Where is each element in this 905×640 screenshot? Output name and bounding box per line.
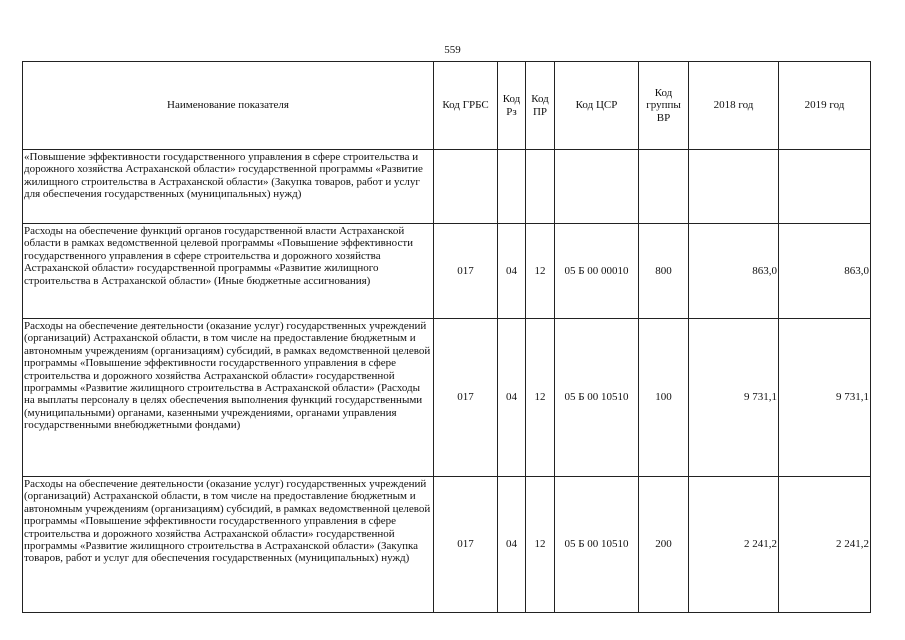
row-2019: 2 241,2 <box>779 477 871 613</box>
row-grbs: 017 <box>434 319 498 477</box>
table-row <box>23 150 871 224</box>
row-2019: 863,0 <box>779 224 871 319</box>
row-vr <box>639 150 689 224</box>
row-2018: 9 731,1 <box>689 319 779 477</box>
row-2018: 2 241,2 <box>689 477 779 613</box>
row-vr: 200 <box>639 477 689 613</box>
row-csr: 05 Б 00 00010 <box>555 224 639 319</box>
row-grbs: 017 <box>434 477 498 613</box>
row-vr: 800 <box>639 224 689 319</box>
row-rz: 04 <box>498 477 526 613</box>
row-2019 <box>779 150 871 224</box>
row-name: Расходы на обеспечение деятельности (оказание услуг) государственных учреждений (организаций) Астраханской области, в том числе на предоставление бюджетным и автономным учреждениям (организациям) субсидий, в рамках ведомственной целевой программы «Повышение эффективности государственного управления в сфере строительства и дорожного хозяйства Астраханской области» государственной программы «Развитие жилищного строительства в Астраханской области» (Закупка товаров, работ и услуг для обеспечения государственных (муниципальных) нужд) <box>23 477 434 613</box>
budget-table <box>22 61 871 613</box>
row-pr: 12 <box>526 224 555 319</box>
table-row <box>23 319 871 477</box>
row-grbs <box>434 150 498 224</box>
header-2018: 2018 год <box>689 62 779 150</box>
row-pr: 12 <box>526 477 555 613</box>
row-name: «Повышение эффективности государственного управления в сфере строительства и дорожного хозяйства Астраханской области» государственной программы «Развитие жилищного строительства в Астраханской области» (Закупка товаров, работ и услуг для обеспечения государственных (муниципальных) нужд) <box>23 150 434 224</box>
row-2018: 863,0 <box>689 224 779 319</box>
header-2019: 2019 год <box>779 62 871 150</box>
row-name: Расходы на обеспечение функций органов государственной власти Астраханской области в рамках ведомственной целевой программы «Повышение эффективности государственного управления в сфере строительства и дорожного хозяйства Астраханской области» государственной программы «Развитие жилищного строительства в Астраханской области» (Иные бюджетные ассигнования) <box>23 224 434 319</box>
header-rz: Код Рз <box>498 62 526 150</box>
row-csr: 05 Б 00 10510 <box>555 477 639 613</box>
table-row <box>23 477 871 613</box>
row-2018 <box>689 150 779 224</box>
header-csr: Код ЦСР <box>555 62 639 150</box>
row-vr: 100 <box>639 319 689 477</box>
header-grbs: Код ГРБС <box>434 62 498 150</box>
row-2019: 9 731,1 <box>779 319 871 477</box>
row-name: Расходы на обеспечение деятельности (оказание услуг) государственных учреждений (организаций) Астраханской области, в том числе на предоставление бюджетным и автономным учреждениям (организациям) субсидий, в рамках ведомственной целевой программы «Повышение эффективности государственного управления в сфере строительства и дорожного хозяйства Астраханской области» государственной программы «Развитие жилищного строительства в Астраханской области» (Расходы на выплаты персоналу в целях обеспечения выполнения функций государственными (муниципальными) органами, казенными учреждениями, органами управления государственными внебюджетными фондами) <box>23 319 434 477</box>
row-pr <box>526 150 555 224</box>
header-name: Наименование показателя <box>23 62 434 150</box>
row-pr: 12 <box>526 319 555 477</box>
page-number: 559 <box>444 44 461 56</box>
row-grbs: 017 <box>434 224 498 319</box>
row-csr <box>555 150 639 224</box>
row-csr: 05 Б 00 10510 <box>555 319 639 477</box>
row-rz: 04 <box>498 319 526 477</box>
row-rz <box>498 150 526 224</box>
header-pr: Код ПР <box>526 62 555 150</box>
header-row <box>23 62 871 150</box>
row-rz: 04 <box>498 224 526 319</box>
table-row <box>23 224 871 319</box>
header-vr: Код группы ВР <box>639 62 689 150</box>
